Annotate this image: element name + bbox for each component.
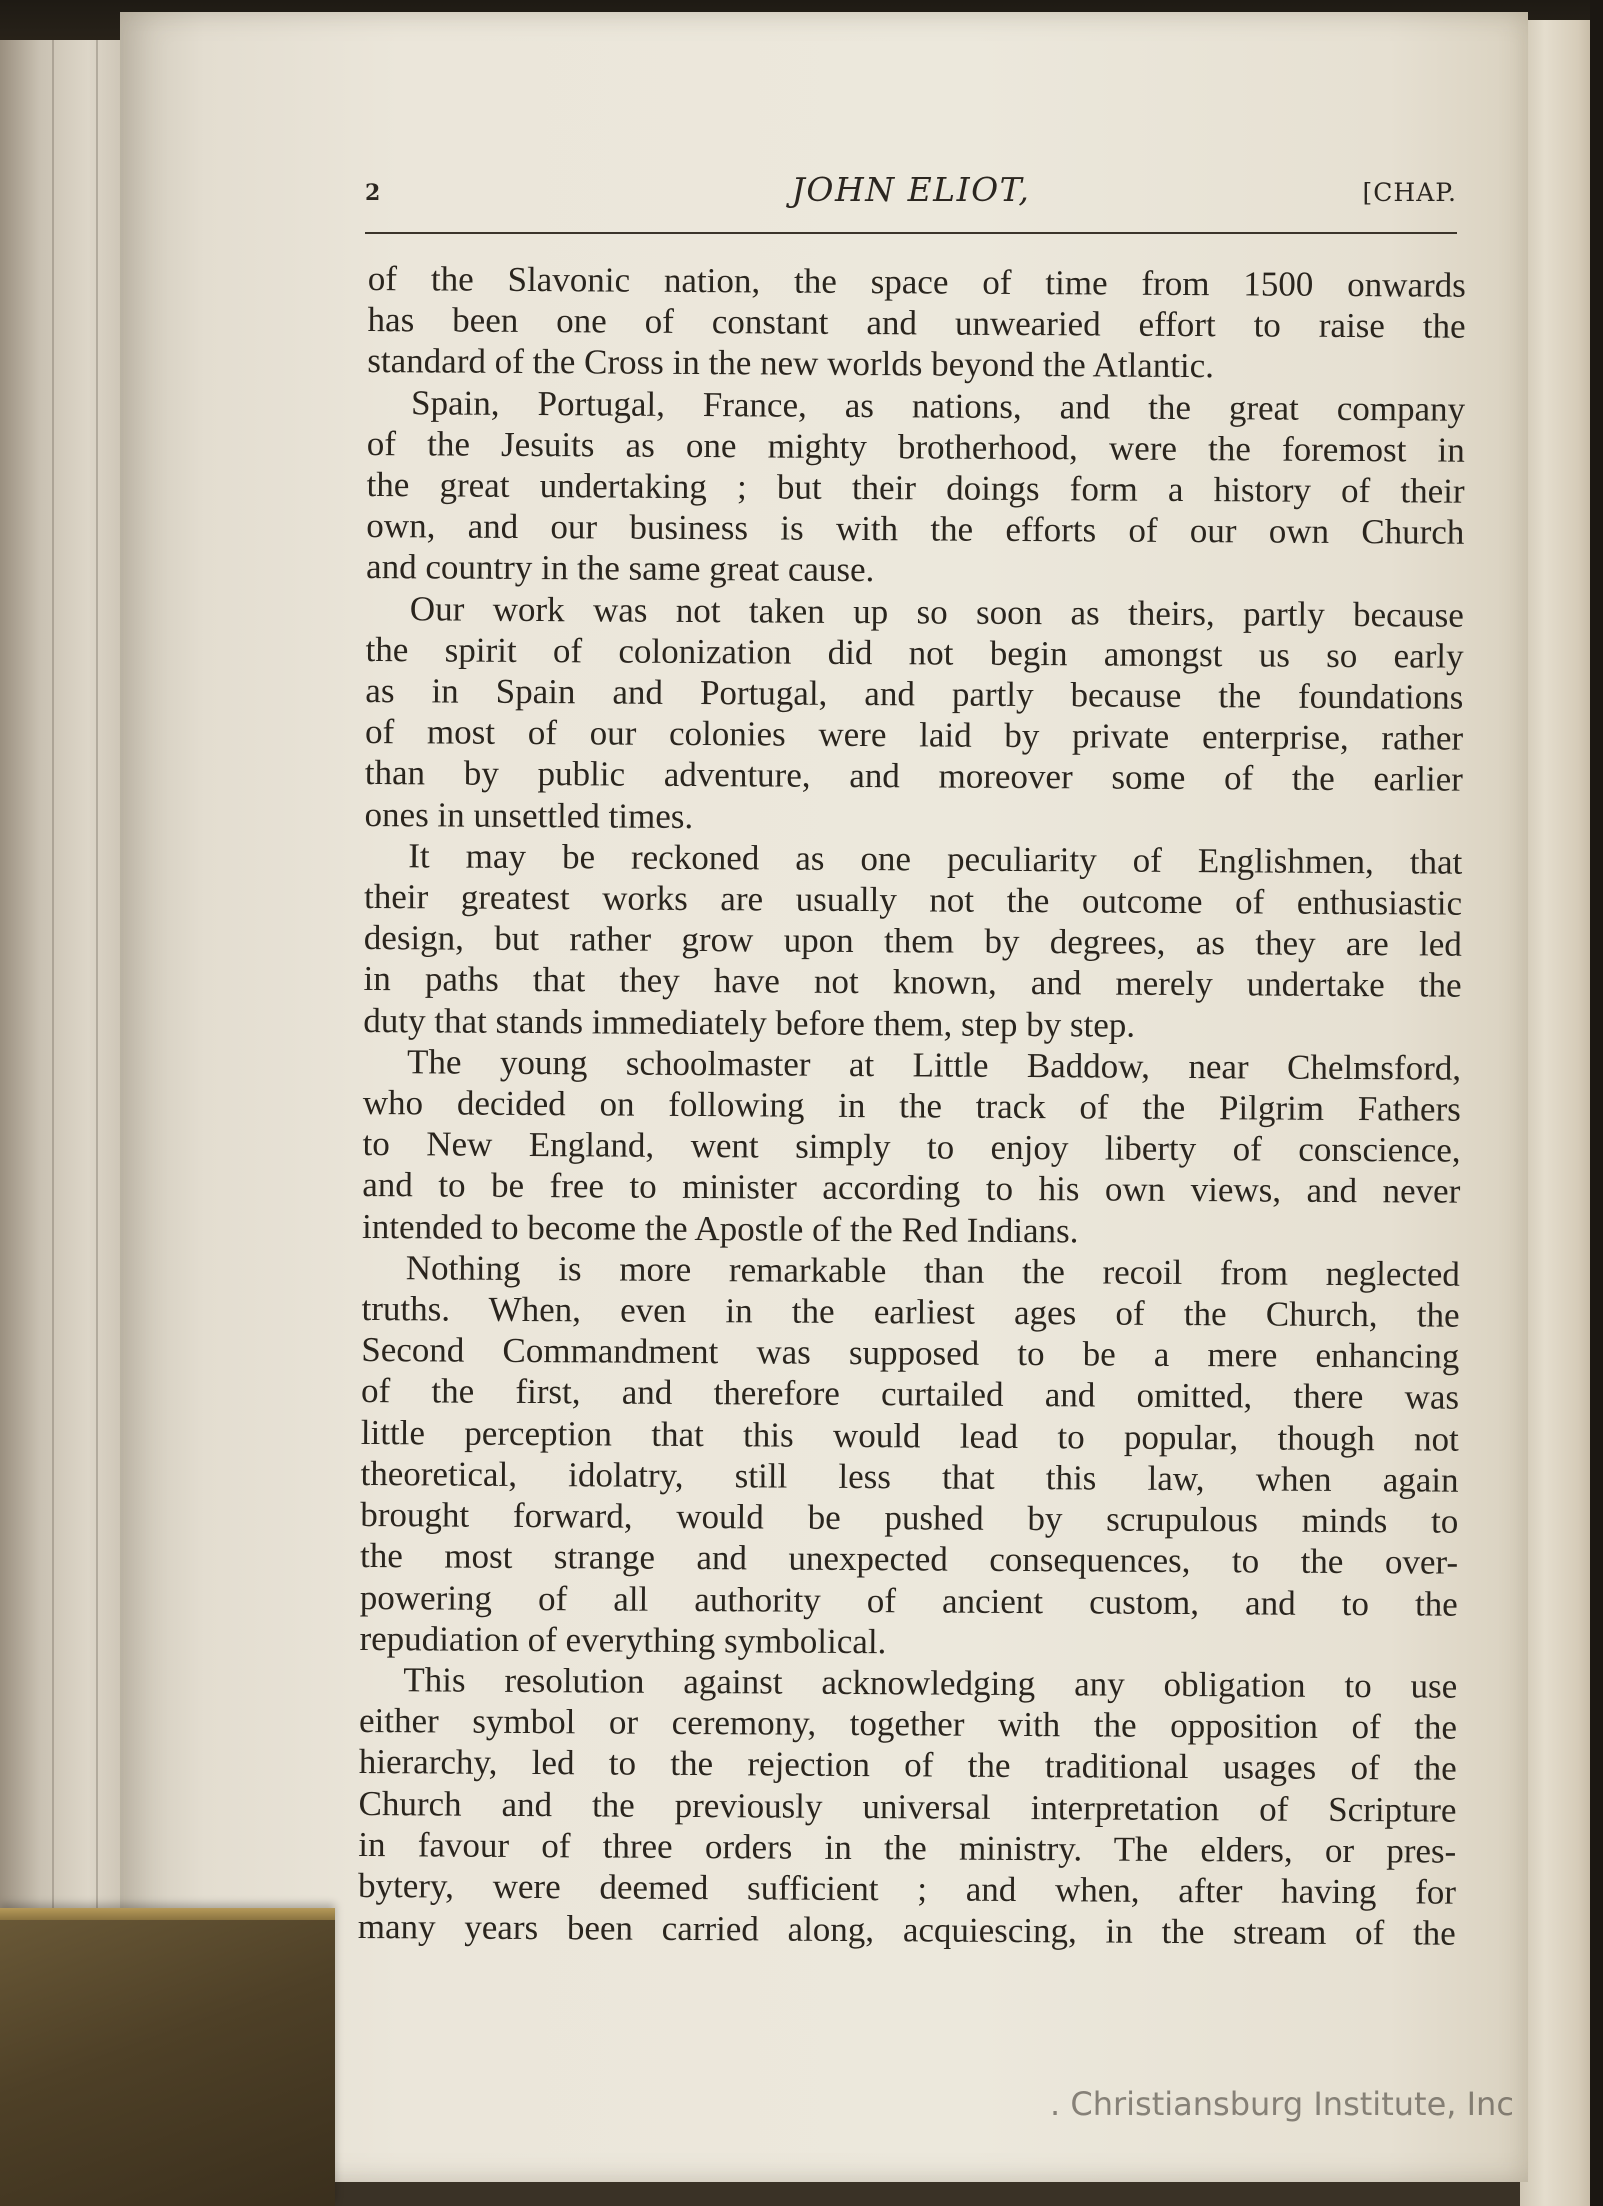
text-line: duty that stands immediately before them, step by step.: [363, 1000, 1136, 1045]
running-head: [365, 168, 1457, 228]
chapter-marker: [CHAP.: [1362, 178, 1457, 207]
text-line: repudiation of everything symbolical.: [359, 1618, 887, 1661]
text-line: It may be reckoned as one peculiarity of Englishmen, that: [408, 836, 1463, 882]
text-line: Our work was not taken up so soon as theirs, partly because: [409, 588, 1464, 635]
text-line: who decided on following in the track of the Pilgrim Fathers: [362, 1083, 1461, 1129]
text-line: has been one of constant and unwearied effort to raise the: [367, 300, 1466, 346]
text-line: intended to become the Apostle of the Red Indians.: [361, 1206, 1079, 1251]
text-line: hierarchy, led to the rejection of the traditional usages of the: [358, 1742, 1457, 1788]
text-line: The young schoolmaster at Little Baddow, near Chelmsford,: [406, 1042, 1462, 1088]
text-line: many years been carried along, acquiescing, in the stream of the: [357, 1907, 1456, 1953]
book-cover-corner: [0, 1908, 335, 2206]
text-line: design, but rather grow upon them by degrees, as they are led: [363, 918, 1462, 964]
text-line: and country in the same great cause.: [365, 547, 875, 590]
running-title: JOHN ELIOT,: [791, 170, 1031, 209]
paragraph: [358, 1659, 1458, 1954]
page-number: 2: [365, 180, 381, 206]
text-line: standard of the Cross in the new worlds beyond the Atlantic.: [367, 341, 1215, 386]
text-line: ones in unsettled times.: [364, 794, 694, 836]
watermark: . Christiansburg Institute, Inc: [1050, 2085, 1514, 2123]
text-line: the great undertaking ; but their doings form a history of their: [366, 465, 1465, 511]
text-line: and to be free to minister according to his own views, and never: [362, 1165, 1461, 1212]
text-line: their greatest works are usually not the outcome of enthusiastic: [363, 877, 1463, 923]
text-line: Church and the previously universal interpretation of Scripture: [358, 1783, 1457, 1830]
text-line: Spain, Portugal, France, as nations, and the great company: [410, 382, 1466, 429]
text-line: than by public adventure, and moreover some of the earlier: [364, 753, 1463, 800]
paragraph: [362, 1041, 1461, 1254]
paragraph: [359, 1247, 1459, 1666]
gilt-edge: [0, 1908, 335, 1920]
text-line: own, and our business is with the efforts of our own Church: [366, 506, 1465, 552]
header-rule: [365, 232, 1457, 234]
text-line: Nothing is more remarkable than the recoil from neglected: [405, 1248, 1460, 1294]
right-shadow: [1590, 0, 1603, 2206]
text-line: of the first, and therefore curtailed and omitted, there was: [360, 1371, 1460, 1418]
text-line: brought forward, would be pushed by scrupulous minds to: [360, 1495, 1459, 1541]
text-line: to New England, went simply to enjoy liberty of conscience,: [362, 1124, 1461, 1170]
text-line: in paths that they have not known, and merely undertake the: [363, 959, 1462, 1006]
paragraph: [363, 835, 1462, 1048]
paragraph: [366, 382, 1465, 595]
text-line: truths. When, even in the earliest ages of the Church, the: [361, 1289, 1460, 1335]
text-line: of most of our colonies were laid by private enterprise, rather: [364, 712, 1464, 758]
text-line: either symbol or ceremony, together with the opposition of the: [358, 1701, 1458, 1747]
paragraph: [367, 258, 1466, 388]
text-line: powering of all authority of ancient custom, and to the: [359, 1577, 1458, 1624]
text-line: bytery, were deemed sufficient ; and when, after having for: [357, 1865, 1457, 1912]
paragraph: [364, 588, 1463, 842]
text-line: the spirit of colonization did not begin amongst us so early: [365, 629, 1464, 676]
text-line: of the Slavonic nation, the space of time from 1500 onwards: [367, 258, 1466, 305]
text-line: little perception that this would lead to popular, though not: [360, 1412, 1459, 1459]
text-line: theoretical, idolatry, still less that this law, when again: [360, 1453, 1459, 1500]
text-line: Second Commandment was supposed to be a mere enhancing: [361, 1330, 1460, 1376]
body-text: [358, 258, 1466, 1954]
text-line: This resolution against acknowledging any obligation to use: [403, 1660, 1458, 1706]
text-line: of the Jesuits as one mighty brotherhood, were the foremost in: [366, 423, 1465, 470]
text-line: in favour of three orders in the ministry. The elders, or pres-: [358, 1824, 1457, 1871]
text-line: as in Spain and Portugal, and partly because the foundations: [365, 671, 1464, 717]
text-line: the most strange and unexpected consequences, to the over-: [359, 1536, 1459, 1582]
